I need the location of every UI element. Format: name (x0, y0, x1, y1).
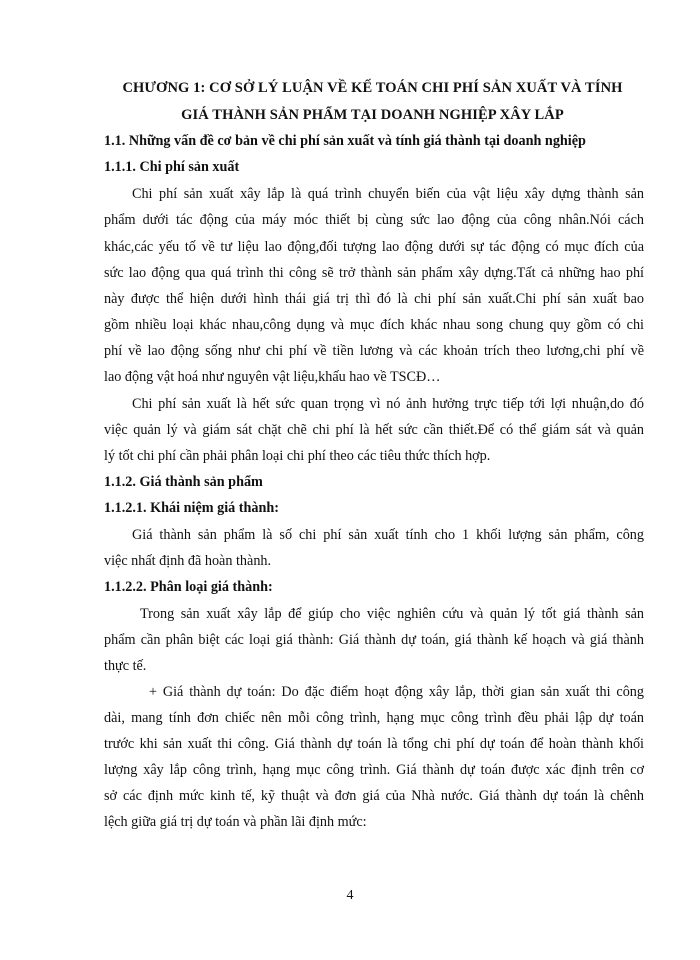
paragraph-line: lệch giữa giá trị dự toán và phần lãi định mức: (104, 814, 367, 830)
heading-1-1: 1.1. Những vấn đề cơ bản về chi phí sản xuất và tính giá thành tại doanh nghiệp (104, 133, 586, 149)
paragraph-line: khác,các yếu tố về tư liệu lao động,đối tượng lao động dưới sự tác động có mục đích của (104, 239, 644, 255)
paragraph-line: thực tế. (104, 658, 147, 674)
paragraph-line: phí về lao động sống như chi phí về tiền lương và các khoản trích theo lương,chi phí về (104, 343, 644, 359)
heading-1-1-2-1: 1.1.2.1. Khái niệm giá thành: (104, 500, 280, 516)
chapter-title-line-2: GIÁ THÀNH SẢN PHẨM TẠI DOANH NGHIỆP XÂY LẮP (181, 107, 564, 123)
paragraph-line: lượng xây lắp công trình, hạng mục công trình. Giá thành dự toán được xác định trên cơ (104, 762, 644, 778)
paragraph-line: việc quản lý và giám sát chặt chẽ chi phí là hết sức cần thiết.Để có thể giám sát và quản (104, 422, 644, 438)
paragraph-line: phẩm cần phân biệt các loại giá thành: Giá thành dự toán, giá thành kế hoạch và giá thành (104, 632, 644, 648)
paragraph-line: lao động vật hoá như nguyên vật liệu,khấu hao về TSCĐ… (104, 369, 441, 385)
heading-1-1-2-2: 1.1.2.2. Phân loại giá thành: (104, 579, 273, 595)
paragraph-line: Giá thành sản phẩm là số chi phí sản xuất tính cho 1 khối lượng sản phẩm, công (132, 527, 644, 543)
paragraph-line: Trong sản xuất xây lắp để giúp cho việc nghiên cứu và quản lý tốt giá thành sản (140, 606, 644, 622)
page-number: 4 (346, 888, 354, 903)
paragraph-line: việc nhất định đã hoàn thành. (104, 553, 272, 569)
paragraph-line: sức lao động qua quá trình thi công sẽ trở thành sản phẩm xây dựng.Tất cả những hao phí (104, 265, 644, 281)
paragraph-line: trước khi sản xuất thi công. Giá thành dự toán là tổng chi phí dự toán để hoàn thành khối (104, 736, 644, 752)
heading-1-1-1: 1.1.1. Chi phí sản xuất (104, 159, 240, 175)
paragraph-line: Chi phí sản xuất là hết sức quan trọng vì nó ảnh hưởng trực tiếp tới lợi nhuận,do đó (132, 396, 644, 412)
paragraph-line: Chi phí sản xuất xây lắp là quá trình chuyển biến của vật liệu xây dựng thành sản (132, 186, 644, 202)
paragraph-line: này được thể hiện dưới hình thái giá trị thì đó là chi phí sản xuất.Chi phí sản xuất bao (104, 291, 644, 307)
paragraph-line: lý tốt chi phí cần phải phân loại chi phí theo các tiêu thức thích hợp. (104, 448, 491, 464)
heading-1-1-2: 1.1.2. Giá thành sản phẩm (104, 474, 263, 490)
paragraph-line: dài, mang tính đơn chiếc nên mỗi công trình, hạng mục công trình đều phải lập dự toán (104, 710, 644, 726)
paragraph-line: sở các định mức kinh tế, kỹ thuật và đơn giá của Nhà nước. Giá thành dự toán là chênh (104, 788, 644, 804)
paragraph-line: + Giá thành dự toán: Do đặc điểm hoạt động xây lắp, thời gian sản xuất thi công (149, 684, 644, 700)
paragraph-line: phẩm dưới tác động của máy móc thiết bị cùng sức lao động của công nhân.Nói cách (104, 212, 644, 228)
paragraph-line: gồm nhiều loại khác nhau,công dụng và mục đích khác nhau song chung quy gồm có chi (104, 317, 644, 333)
chapter-title-line-1: CHƯƠNG 1: CƠ SỞ LÝ LUẬN VỀ KẾ TOÁN CHI PHÍ SẢN XUẤT VÀ TÍNH (122, 80, 623, 96)
